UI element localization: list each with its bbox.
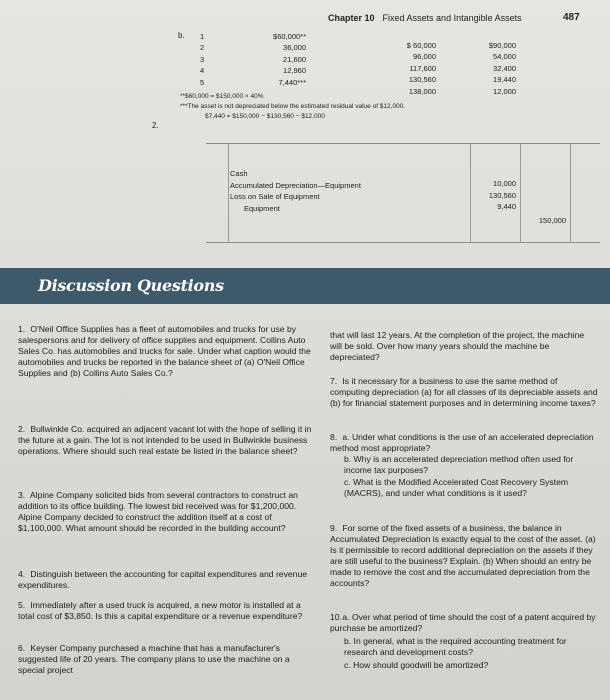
question-text: Alpine Company solicited bids from several contractors to construct an addition to its office building. The lowest bid received was for $1,200,000. Alpine Company decided to construct the addition itself at a cost of $1,100,000. What amount should be recorded in the building account? [18, 490, 298, 533]
question-number: 6. [18, 643, 26, 653]
rule-line [228, 144, 229, 242]
cell: 36,000 [283, 43, 306, 53]
question-8c [330, 477, 598, 499]
credit: 150,000 [538, 216, 566, 225]
footnote: **$60,000 = $150,000 × 40% [180, 93, 264, 100]
question-text: c. How should goodwill be amortized? [344, 660, 489, 670]
year: 1 [200, 32, 205, 41]
cell: $60,000** [273, 32, 306, 41]
question-8a [330, 432, 598, 454]
rule-line [470, 144, 471, 242]
question-10a [330, 612, 598, 634]
question-text: Distinguish between the accounting for capital expenditures and revenue expenditures. [18, 569, 308, 590]
cell: 19,440 [493, 75, 516, 85]
account: Loss on Sale of Equipment [230, 192, 320, 201]
book-value-column [460, 40, 516, 97]
year-column [200, 31, 204, 88]
question-text: a. Under what conditions is the use of an accelerated depreciation method most appropriate? [330, 432, 594, 453]
cell: $90,000 [488, 41, 516, 50]
cell: 12,000 [493, 86, 516, 96]
question-8b [330, 454, 598, 476]
question-3 [18, 490, 316, 534]
question-1 [18, 324, 316, 379]
question-number: 1. [18, 324, 26, 334]
cell: 12,960 [283, 66, 306, 76]
question-number: 3. [18, 490, 26, 500]
cell: 138,000 [408, 86, 436, 96]
question-text: For some of the fixed assets of a business, the balance in Accumulated Depreciation is exactly equal to the cost of the asset. (a) Is it permissible to record additional depreciation on the assets if they are still useful to the business? Explain. (b) When should an entry be made to remove the cost and the accumulated depreciation from the accounts? [330, 523, 596, 588]
question-2 [18, 424, 316, 457]
footnote: ***The asset is not depreciated below the estimated residual value of $12,000. [180, 103, 406, 110]
question-text: Is it necessary for a business to use the same method of computing depreciation (a) for all classes of its depreciable assets and (b) for financial statement purposes and in determining income taxes? [330, 376, 598, 408]
cell: 7,440*** [278, 77, 306, 87]
cell: 21,600 [283, 54, 306, 64]
question-number: 4. [18, 569, 26, 579]
chapter-title: Fixed Assets and Intangible Assets [382, 13, 522, 23]
question-5 [18, 600, 316, 622]
rule-line [520, 144, 521, 242]
footnote: $7,440 = $150,000 − $130,560 − $12,000 [205, 113, 325, 120]
debit: 9,440 [497, 202, 516, 211]
cell: $ 60,000 [406, 41, 436, 50]
year: 3 [200, 54, 205, 64]
question-text: b. Why is an accelerated depreciation method often used for income tax purposes? [344, 454, 574, 475]
question-text: Keyser Company purchased a machine that has a manufacturer's suggested life of 20 years. The company plans to use the machine on a special project [18, 643, 290, 675]
credit-column [522, 215, 566, 227]
journal-entry [206, 143, 600, 243]
debit: 130,560 [488, 190, 516, 200]
question-number: 10. [330, 612, 342, 622]
question-text: a. Over what period of time should the cost of a patent acquired by purchase be amortized? [330, 612, 596, 633]
account: Cash [230, 169, 248, 178]
question-6 [18, 643, 316, 676]
chapter-label: Chapter 10 [328, 13, 375, 23]
depreciation-expense-column [260, 31, 306, 88]
debit: 10,000 [493, 179, 516, 188]
year: 4 [200, 66, 205, 76]
question-10c [330, 660, 598, 671]
question-9 [330, 523, 598, 588]
cell: 32,400 [493, 63, 516, 73]
question-number: 8. [330, 432, 338, 442]
debit-column [474, 178, 516, 213]
question-text: O'Neil Office Supplies has a fleet of automobiles and trucks for use by salespersons and for delivery of office supplies and equipment. Collins Auto Sales Co. has automobiles and trucks for sale. Under what caption would the automobiles and trucks be reported in the balance sheet of (a) O'Neil Office Supplies and (b) Collins Auto Sales Co.? [18, 324, 311, 378]
question-text: Bullwinkle Co. acquired an adjacent vacant lot with the hope of selling it in the future at a gain. The lot is not intended to be used in Bullwinkle business operations. Where should such real estate be listed in the balance sheet? [18, 424, 312, 456]
question-text: c. What is the Modified Accelerated Cost Recovery System (MACRS), and under what conditions is it used? [344, 477, 569, 498]
account: Accumulated Depreciation—Equipment [230, 180, 361, 190]
question-text: b. In general, what is the required accounting treatment for research and development costs? [344, 636, 567, 657]
question-number: 2. [18, 424, 26, 434]
question-4 [18, 569, 316, 591]
section-title: Discussion Questions [38, 276, 224, 295]
year: 5 [200, 77, 205, 87]
page-number: 487 [563, 12, 580, 23]
question-6-continued [330, 330, 598, 363]
part-2-label: 2. [152, 121, 159, 130]
question-number: 7. [330, 376, 338, 386]
question-text: Immediately after a used truck is acquired, a new motor is installed at a total cost of $3,850. Is this a capital expenditure or a revenue expenditure? [18, 600, 303, 621]
part-b-label: b. [178, 31, 185, 40]
cell: 117,600 [409, 63, 436, 73]
account: Equipment [244, 203, 280, 213]
accumulated-depreciation-column [380, 40, 436, 97]
cell: 96,000 [413, 52, 436, 62]
question-number: 5. [18, 600, 26, 610]
question-10b [330, 636, 598, 658]
account-titles [230, 168, 361, 214]
year: 2 [200, 43, 205, 53]
cell: 54,000 [493, 52, 516, 62]
rule-line [570, 144, 571, 242]
question-text: that will last 12 years. At the completion of the project, the machine will be sold. Over how many years should the machine be depreciated? [330, 330, 585, 362]
cell: 130,560 [408, 75, 436, 85]
question-7 [330, 376, 598, 409]
question-number: 9. [330, 523, 338, 533]
running-header [328, 13, 522, 23]
